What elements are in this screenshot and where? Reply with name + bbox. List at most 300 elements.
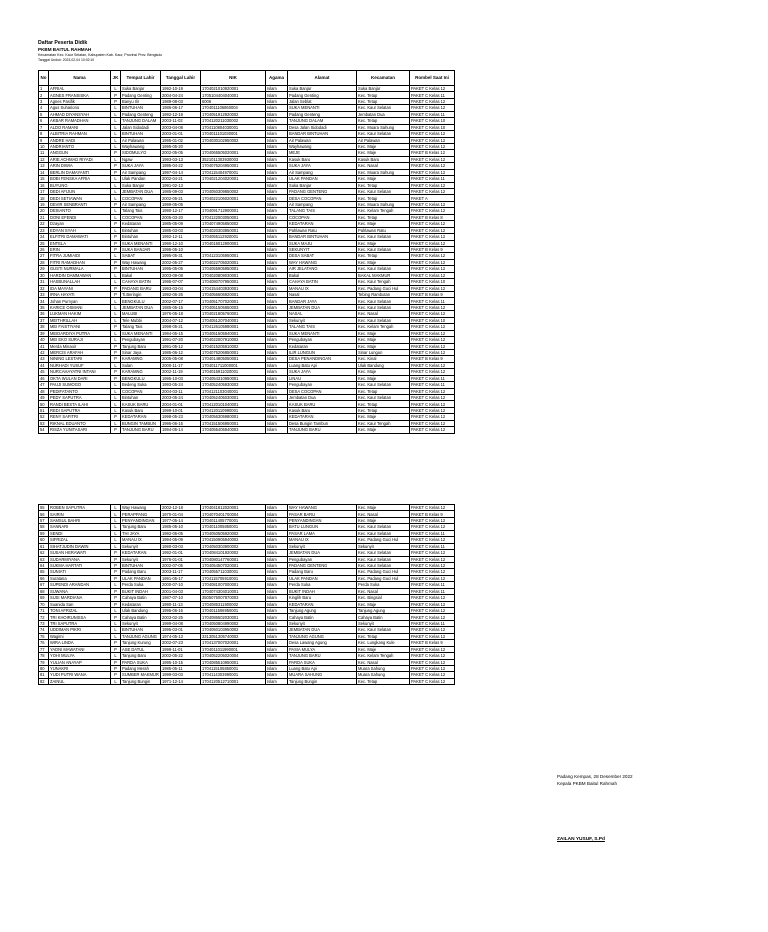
col-header-tempat-lahir: Tempat Lahir [121,71,161,86]
student-table-part-2 [38,504,455,685]
cell-alamat: Sekunyit [288,620,357,626]
cell-alamat: Pahlawan Ratu [288,227,357,233]
cell-agama: Islam [266,150,288,156]
cell-agama: Islam [266,189,288,195]
cell-kecamatan: Sinar Lungun [357,349,410,355]
cell-jk: L [111,382,121,388]
cell-alamat: Padang Genteng [288,111,357,117]
cell-jk: L [111,420,121,426]
cell-tempat-lahir: Bakal [121,272,161,278]
cell-tempat-lahir: Sinar Jaya [121,349,161,355]
cell-tanggal-lahir: 1991-05-12 [161,343,201,349]
signature-role: Kepala PKBM Baitul Rahmah [557,781,618,786]
cell-jk: L [111,279,121,285]
cell-tanggal-lahir: 1995-06-15 [161,608,201,614]
cell-rombel: PAKET C Kelas 12 [410,427,455,433]
cell-tanggal-lahir: 1985-05-09 [161,221,201,227]
cell-nik: 1704081007000001 [201,582,266,588]
cell-tempat-lahir: ASE DATUL [121,646,161,652]
cell-nik: 1704115105850001 [201,665,266,671]
cell-tanggal-lahir: 1995-06-15 [161,420,201,426]
cell-tempat-lahir: BINTUHAN [121,266,161,272]
cell-nama: BUYUNG [49,182,111,188]
cell-alamat: Cahaya Batin [288,614,357,620]
cell-jk: P [111,285,121,291]
cell-tanggal-lahir: 2003-05-24 [161,395,201,401]
cell-no: 61 [39,543,49,549]
cell-alamat: Air Sampang [288,169,357,175]
cell-jk: L [111,189,121,195]
cell-kecamatan: Kec. Kaur Selatan [357,395,410,401]
cell-nik: 1704055711030001 [201,569,266,575]
cell-no: 18 [39,195,49,201]
cell-nik: 1704076204950001 [201,163,266,169]
cell-kecamatan: Air Palawan [357,137,410,143]
cell-agama: Islam [266,420,288,426]
cell-kecamatan: Kec. Tetap [357,182,410,188]
cell-no: 79 [39,659,49,665]
cell-kecamatan: Kec. Lungkang Kule [357,640,410,646]
cell-jk: L [111,253,121,259]
cell-alamat: Kasuk Baru [288,407,357,413]
cell-kecamatan: Kec. Nasal [357,659,410,665]
cell-alamat: CAHAYA BATIN [288,279,357,285]
cell-no: 77 [39,646,49,652]
cell-nama: Dzayan [49,221,111,227]
cell-rombel: PAKET C Kelas 11 [410,176,455,182]
cell-no: 17 [39,189,49,195]
cell-tanggal-lahir: 1999-03-03 [161,672,201,678]
cell-jk: P [111,201,121,207]
cell-alamat: AIR JELATANG [288,266,357,272]
cell-alamat: ILIR LUNGUN [288,349,357,355]
cell-kecamatan: Kec. Kaur Selatan [357,530,410,536]
cell-jk: L [111,298,121,304]
cell-tempat-lahir: COCOPAN [121,214,161,220]
cell-nama: ENTELA [49,240,111,246]
cell-nik: 1704065505020001 [201,150,266,156]
cell-no: 66 [39,575,49,581]
cell-alamat: KEDATARAN [288,414,357,420]
cell-nik: 1704055405940003 [201,427,266,433]
cell-nik: 1704137007020001 [201,640,266,646]
cell-nama: ALBITRIA RAHMAN [49,131,111,137]
cell-tanggal-lahir: 1995-10-03 [161,375,201,381]
cell-tanggal-lahir: 1989-08-03 [161,98,201,104]
cell-tempat-lahir: Pengubayan [121,337,161,343]
cell-alamat: PARDA SUKA [288,659,357,665]
cell-agama: Islam [266,131,288,137]
cell-nik: 1704052205020004 [201,653,266,659]
cell-jk: P [111,665,121,671]
document-title: Daftar Peserta Didik [38,40,88,46]
cell-rombel: PAKET C Kelas 12 [410,550,455,556]
cell-kecamatan: Kec. Maje [357,646,410,652]
cell-no: 78 [39,653,49,659]
cell-nama: RISZA YUNITASARI [49,427,111,433]
cell-nik: 1704021805760001 [201,311,266,317]
cell-rombel: PAKET C Kelas 12 [410,182,455,188]
cell-kecamatan: Kec. Maje [357,343,410,349]
cell-rombel: PAKET B Kelas 9 [410,511,455,517]
cell-kecamatan: Kec. Maje [357,240,410,246]
cell-jk: P [111,259,121,265]
cell-tempat-lahir: Kedataran [121,601,161,607]
cell-alamat: TALANG TAIS [288,324,357,330]
cell-no: 33 [39,292,49,298]
cell-agama: Islam [266,330,288,336]
cell-kecamatan: Kec. Maje [357,414,410,420]
cell-nik: 1704015012900001 [201,240,266,246]
cell-nik: 1704070401700004 [201,511,266,517]
cell-agama: Islam [266,505,288,511]
table-body-part-1 [39,86,455,434]
cell-nama: SAMSUL BAHRI [49,517,111,523]
cell-alamat: Pengubayan [288,382,357,388]
cell-alamat: Desa Lawang Agung [288,640,357,646]
cell-no: 12 [39,156,49,162]
cell-nama: YULIAN ANAYAP [49,659,111,665]
cell-alamat: NASAL [288,311,357,317]
cell-tanggal-lahir: 1992-12-19 [161,111,201,117]
cell-nama: TRI SAPUTRA [49,620,111,626]
cell-alamat: Kasuk Baru [288,156,357,162]
cell-alamat: BATU LUNGUN [288,524,357,530]
cell-agama: Islam [266,627,288,633]
cell-kecamatan: Kec. Bingsial [357,595,410,601]
cell-nama: SUNIATI [49,569,111,575]
cell-agama: Islam [266,240,288,246]
cell-agama: Islam [266,401,288,407]
cell-tempat-lahir: Bedeng Suka [121,382,161,388]
cell-alamat: Pengubayan [288,337,357,343]
cell-agama: Islam [266,665,288,671]
cell-no: 53 [39,420,49,426]
cell-nik: 1704123105950001 [201,253,266,259]
cell-nama: RANDI BESTA ILAHI [49,401,111,407]
cell-jk: L [111,388,121,394]
cell-tanggal-lahir: 1995-10-15 [161,659,201,665]
cell-agama: Islam [266,362,288,368]
cell-rombel: PAKET C Kelas 12 [410,86,455,92]
cell-tempat-lahir: Tele Mubbi [121,317,161,323]
cell-kecamatan: Kec. Maje [357,375,410,381]
cell-tanggal-lahir: 1985-05-15 [161,304,201,310]
cell-tanggal-lahir: 1995-01-02 [161,137,201,143]
cell-rombel: PAKET C Kelas 12 [410,562,455,568]
cell-nama: AFRIAL [49,86,111,92]
cell-kecamatan: Tanjung Agung [357,608,410,614]
cell-jk: L [111,653,121,659]
cell-tanggal-lahir: 2002-07-05 [161,562,201,568]
cell-tempat-lahir: BINTUHAN [121,627,161,633]
cell-jk: P [111,98,121,104]
cell-alamat: Tanjung Bungin [288,678,357,684]
cell-tempat-lahir: COCOPAN [121,195,161,201]
cell-nama: NINING LESTARI [49,356,111,362]
cell-kecamatan: Kec. Kaur Selatan [357,131,410,137]
cell-agama: Islam [266,259,288,265]
cell-no: 41 [39,343,49,349]
cell-rombel: PAKET C Kelas 12 [410,349,455,355]
cell-rombel: PAKET C Kelas 10 [410,124,455,130]
cell-tanggal-lahir: 2005-05-08 [161,356,201,362]
cell-agama: Islam [266,195,288,201]
cell-nama: DEDI AFIJUN [49,189,111,195]
cell-alamat: JEMBATAN DUA [288,627,357,633]
cell-nama: REDI SAPUTRA [49,407,111,413]
cell-no: 32 [39,285,49,291]
cell-tanggal-lahir: 1992-10-19 [161,86,201,92]
cell-tempat-lahir: Air Palawan [121,137,161,143]
cell-nama: MERCIS ARAFAH [49,349,111,355]
cell-nama: FITRI RAMADHAN [49,259,111,265]
cell-jk: P [111,292,121,298]
cell-alamat: KEDATARAN [288,221,357,227]
cell-nik: 1704011711000001 [201,362,266,368]
cell-jk: P [111,369,121,375]
cell-nama: Merda Minaoir [49,343,111,349]
cell-jk: L [111,407,121,413]
cell-kecamatan: Kec. Kaur Selatan [357,266,410,272]
cell-rombel: PAKET C Kelas 12 [410,234,455,240]
cell-no: 64 [39,562,49,568]
cell-rombel: PAKET C Kelas 12 [410,362,455,368]
cell-nama: TONI AFRIZAL [49,608,111,614]
cell-jk: L [111,176,121,182]
signature-place-date: Padang Kempas, 28 Desember 2022 [557,774,633,779]
cell-kecamatan: Kec. Kaur Selatan [357,382,410,388]
cell-jk: P [111,575,121,581]
cell-nik: 1704086502030001 [201,614,266,620]
cell-tempat-lahir: Padang Baru [121,569,161,575]
cell-alamat: MEJE [288,150,357,156]
cell-agama: Islam [266,176,288,182]
cell-kecamatan: Kec. Tetap [357,92,410,98]
cell-kecamatan: Kec. Maje [357,369,410,375]
cell-kecamatan: Kec. Kaur Selatan [357,524,410,530]
cell-jk: L [111,195,121,201]
cell-tanggal-lahir: 1994-05-14 [161,427,201,433]
cell-agama: Islam [266,105,288,111]
cell-nik: 1704011506950001 [201,608,266,614]
cell-jk: P [111,672,121,678]
cell-rombel: PAKET C Kelas 12 [410,614,455,620]
cell-rombel: PAKET C Kelas 11 [410,298,455,304]
cell-kecamatan: Kec. Kaur Selatan [357,556,410,562]
cell-nik: 1705104404040001 [201,92,266,98]
cell-tanggal-lahir: 1977-05-14 [161,517,201,523]
cell-tanggal-lahir: 1994-05-15 [161,330,201,336]
cell-rombel: PAKET C Kelas 12 [410,569,455,575]
cell-kecamatan: BAKAL MAKMUR [357,272,410,278]
cell-alamat: Sekunyit [288,543,357,549]
cell-agama: Islam [266,356,288,362]
cell-agama: Islam [266,234,288,240]
download-date: Tanggal Unduh: 2023-02-04 10:02:10 [38,58,95,63]
cell-no: 1 [39,86,49,92]
cell-nik: 3313051305740002 [201,633,266,639]
cell-rombel: PAKET C Kelas 12 [410,311,455,317]
cell-jk: L [111,517,121,523]
cell-tanggal-lahir: 2002-07-17 [161,298,201,304]
cell-agama: Islam [266,137,288,143]
cell-tempat-lahir: Cahaya Batin [121,614,161,620]
cell-jk: L [111,227,121,233]
cell-tanggal-lahir: 1985-05-10 [161,524,201,530]
cell-jk: P [111,659,121,665]
cell-kecamatan: Kec. Padang Guci Hul [357,575,410,581]
cell-tempat-lahir: SABAT [121,253,161,259]
cell-jk: L [111,337,121,343]
cell-alamat: Kinglih Baru [288,595,357,601]
cell-nama: DONI EFENDI [49,214,111,220]
cell-nama: KARICE OSMANI [49,304,111,310]
cell-alamat: Padang Genting [288,92,357,98]
cell-no: 65 [39,569,49,575]
cell-nama: TRI KHOIRUNISSA [49,614,111,620]
cell-rombel: PAKET C Kelas 12 [410,505,455,511]
cell-rombel: PAKET C Kelas 12 [410,420,455,426]
cell-nik: 1704075206850001 [201,349,266,355]
cell-kecamatan: Kec. Nasal [357,588,410,594]
cell-nik: 1704041812020001 [201,505,266,511]
cell-alamat: Luang Batu Api [288,362,357,368]
cell-agama: Islam [266,530,288,536]
cell-jk: P [111,595,121,601]
cell-alamat: Desa Bungin Tambun [288,420,357,426]
cell-nik: 1704120512710001 [201,678,266,684]
cell-jk: P [111,562,121,568]
cell-kecamatan: Kec. Kaur Selatan [357,317,410,323]
cell-kecamatan: Kec. Tetap [357,388,410,394]
cell-tempat-lahir: Kasuk Baru [121,407,161,413]
cell-tanggal-lahir: 1995-05-05 [161,266,201,272]
cell-alamat: Air Sampang [288,201,357,207]
cell-alamat: MANAU IX [288,285,357,291]
cell-tempat-lahir: ULAK PANDAN [121,575,161,581]
cell-rombel: PAKET C Kelas 12 [410,672,455,678]
cell-kecamatan: Kec. Nasal [357,511,410,517]
cell-tempat-lahir: Air Sampang [121,169,161,175]
cell-alamat: MUARA SAHUNG [288,672,357,678]
cell-tanggal-lahir: 1995-04-22 [161,163,201,169]
cell-alamat: Jembatan Dua [288,395,357,401]
cell-kecamatan: Kec. Kaur Selatan [357,298,410,304]
cell-agama: Islam [266,324,288,330]
cell-nama: MEI EKO SURAJI [49,337,111,343]
cell-kecamatan: Kec. Maje [357,221,410,227]
cell-nama: EDYAN SYAH [49,227,111,233]
cell-tanggal-lahir: 2000-07-10 [161,582,201,588]
cell-jk: L [111,214,121,220]
cell-nama: RENY SAFITRI [49,414,111,420]
cell-alamat: BANDAR JAYA [288,298,357,304]
cell-tanggal-lahir: 1992-06-26 [161,292,201,298]
cell-nik: 1704054310950001 [201,375,266,381]
cell-alamat: Wayhawang [288,143,357,149]
cell-nik: 1704151506950001 [201,420,266,426]
cell-nik: 1704114303990001 [201,672,266,678]
cell-jk: P [111,246,121,252]
cell-rombel: PAKET C Kelas 12 [410,608,455,614]
cell-nik: 1704150905940002 [201,537,266,543]
cell-tanggal-lahir: 1995-03-01 [161,627,201,633]
cell-tanggal-lahir: 1971-12-14 [161,678,201,684]
cell-kecamatan: Pahlawan Ratu [357,227,410,233]
cell-agama: Islam [266,208,288,214]
cell-no: 62 [39,550,49,556]
cell-jk: P [111,150,121,156]
cell-jk: L [111,124,121,130]
cell-kecamatan: Muara Sahung [357,665,410,671]
cell-tempat-lahir: Bintuhan [121,395,161,401]
cell-no: 46 [39,375,49,381]
cell-agama: Islam [266,182,288,188]
cell-rombel: PAKET C Kelas 12 [410,524,455,530]
cell-agama: Islam [266,298,288,304]
cell-rombel: PAKET B Kelas 12 [410,150,455,156]
cell-tanggal-lahir: 1998-05-21 [161,324,201,330]
cell-tempat-lahir: Tanjung Baru [121,524,161,530]
cell-rombel: PAKET C Kelas 11 [410,382,455,388]
cell-jk: P [111,349,121,355]
cell-tempat-lahir: CAHAYA BATIN [121,279,161,285]
cell-nik: 1704085510950001 [201,659,266,665]
cell-tempat-lahir: Wayhawang [121,143,161,149]
cell-rombel: PAKET C Kelas 12 [410,343,455,349]
cell-kecamatan: Kec. Kelam Tengah [357,653,410,659]
cell-agama: Islam [266,517,288,523]
cell-kecamatan: Kec. Maje [357,330,410,336]
cell-nik: 1704022106020001 [201,195,266,201]
cell-no: 5 [39,111,49,117]
cell-nama: AGNES FRANSISKA [49,92,111,98]
cell-kecamatan: Kec. Tetap [357,253,410,259]
cell-no: 15 [39,176,49,182]
cell-tempat-lahir: KEDATARAN [121,550,161,556]
cell-tempat-lahir: COCOPAN [121,388,161,394]
cell-nik: 1704011011990001 [201,646,266,652]
cell-tempat-lahir: Padang Merah [121,665,161,671]
cell-agama: Islam [266,588,288,594]
cell-alamat: DESA COCOPAN [288,388,357,394]
cell-jk: L [111,395,121,401]
cell-alamat: WAY HAWANG [288,259,357,265]
cell-no: 4 [39,105,49,111]
cell-tanggal-lahir: 2003-11-02 [161,118,201,124]
cell-rombel: PAKET C Kelas 10 [410,118,455,124]
cell-rombel: PAKET C Kelas 12 [410,659,455,665]
cell-nik: 1704085311900002 [201,601,266,607]
cell-rombel: PAKET C Kelas 12 [410,595,455,601]
cell-tempat-lahir: SUKA MENANTI [121,240,161,246]
cell-tempat-lahir: Talang Tais [121,208,161,214]
cell-jk: P [111,343,121,349]
cell-jk: P [111,266,121,272]
cell-kecamatan: Kec. Tetap [357,678,410,684]
cell-tanggal-lahir: 2003-01-01 [161,131,201,137]
cell-agama: Islam [266,266,288,272]
cell-kecamatan: Kec. Kaur Selatan [357,189,410,195]
cell-jk: P [111,427,121,433]
cell-nama: WIRA LINDA [49,640,111,646]
cell-agama: Islam [266,92,288,98]
cell-no: 11 [39,150,49,156]
cell-agama: Islam [266,221,288,227]
cell-alamat: BUKIT INDAH [288,588,357,594]
cell-nik: 1704021010920001 [201,86,266,92]
